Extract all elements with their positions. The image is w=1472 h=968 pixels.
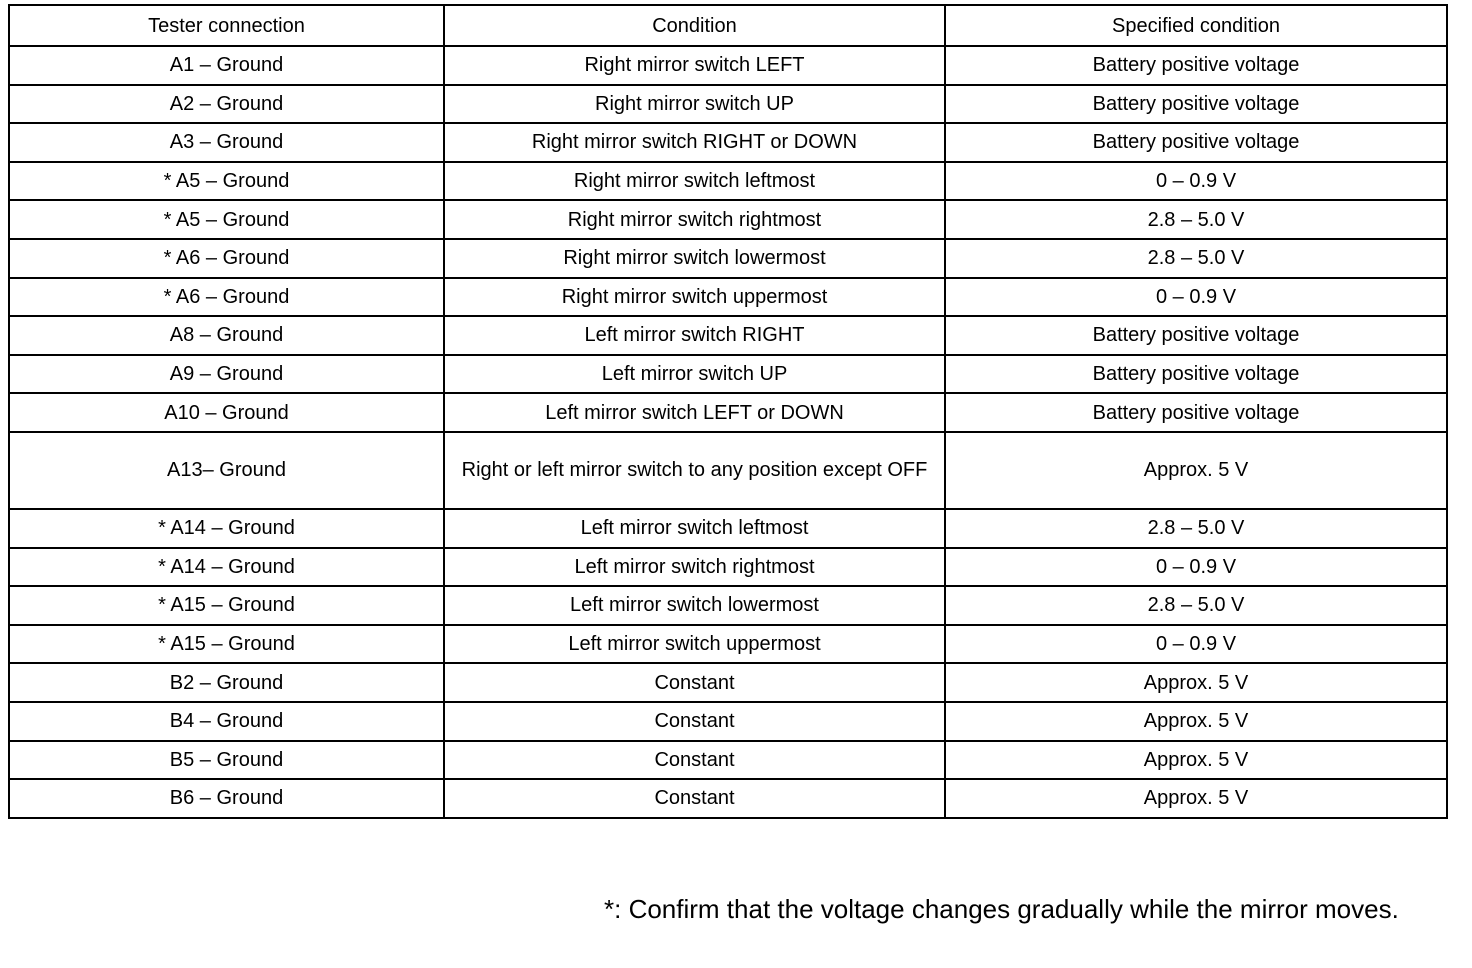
table-row: [9, 316, 1447, 355]
cell-specified-condition: Battery positive voltage: [945, 316, 1447, 355]
cell-tester-connection: * A14 – Ground: [9, 509, 444, 548]
cell-tester-connection: * A15 – Ground: [9, 586, 444, 625]
cell-specified-condition: Battery positive voltage: [945, 355, 1447, 394]
cell-tester-connection: * A5 – Ground: [9, 200, 444, 239]
cell-specified-condition: Approx. 5 V: [945, 741, 1447, 780]
cell-tester-connection: A8 – Ground: [9, 316, 444, 355]
cell-condition: Right mirror switch LEFT: [444, 46, 945, 85]
cell-condition: Left mirror switch rightmost: [444, 548, 945, 587]
cell-specified-condition: 0 – 0.9 V: [945, 162, 1447, 201]
cell-tester-connection: B5 – Ground: [9, 741, 444, 780]
table-row: [9, 123, 1447, 162]
header-tester-connection: Tester connection: [9, 5, 444, 46]
cell-tester-connection: * A15 – Ground: [9, 625, 444, 664]
cell-specified-condition: Battery positive voltage: [945, 85, 1447, 124]
cell-specified-condition: Battery positive voltage: [945, 123, 1447, 162]
table-row: [9, 85, 1447, 124]
cell-condition: Left mirror switch RIGHT: [444, 316, 945, 355]
cell-specified-condition: Battery positive voltage: [945, 393, 1447, 432]
cell-condition: Right mirror switch RIGHT or DOWN: [444, 123, 945, 162]
cell-specified-condition: Battery positive voltage: [945, 46, 1447, 85]
footnote: *: Confirm that the voltage changes gradually while the mirror moves.: [604, 894, 1399, 924]
table-row: [9, 162, 1447, 201]
cell-condition: Left mirror switch UP: [444, 355, 945, 394]
table-row: [9, 586, 1447, 625]
cell-tester-connection: A2 – Ground: [9, 85, 444, 124]
cell-tester-connection: A3 – Ground: [9, 123, 444, 162]
table-row: [9, 509, 1447, 548]
cell-specified-condition: 2.8 – 5.0 V: [945, 200, 1447, 239]
cell-tester-connection: A10 – Ground: [9, 393, 444, 432]
cell-tester-connection: * A6 – Ground: [9, 278, 444, 317]
cell-specified-condition: 0 – 0.9 V: [945, 278, 1447, 317]
cell-tester-connection: B6 – Ground: [9, 779, 444, 818]
cell-condition: Right mirror switch rightmost: [444, 200, 945, 239]
table-row: [9, 702, 1447, 741]
cell-condition: Left mirror switch uppermost: [444, 625, 945, 664]
cell-specified-condition: 2.8 – 5.0 V: [945, 239, 1447, 278]
cell-specified-condition: 2.8 – 5.0 V: [945, 509, 1447, 548]
cell-specified-condition: Approx. 5 V: [945, 432, 1447, 509]
table-header-row: [9, 5, 1447, 46]
table-row: [9, 46, 1447, 85]
cell-condition: Constant: [444, 741, 945, 780]
cell-specified-condition: Approx. 5 V: [945, 702, 1447, 741]
cell-condition: Constant: [444, 702, 945, 741]
cell-condition: Left mirror switch leftmost: [444, 509, 945, 548]
cell-condition: Right mirror switch UP: [444, 85, 945, 124]
cell-tester-connection: A1 – Ground: [9, 46, 444, 85]
table-row: [9, 200, 1447, 239]
table-row: [9, 278, 1447, 317]
cell-condition: Left mirror switch lowermost: [444, 586, 945, 625]
table-row: [9, 625, 1447, 664]
cell-condition: Right mirror switch leftmost: [444, 162, 945, 201]
cell-specified-condition: Approx. 5 V: [945, 663, 1447, 702]
cell-specified-condition: Approx. 5 V: [945, 779, 1447, 818]
table-row: [9, 741, 1447, 780]
table-body: [9, 46, 1447, 818]
header-specified-condition: Specified condition: [945, 5, 1447, 46]
cell-tester-connection: * A6 – Ground: [9, 239, 444, 278]
cell-specified-condition: 2.8 – 5.0 V: [945, 586, 1447, 625]
cell-tester-connection: A9 – Ground: [9, 355, 444, 394]
table-row: [9, 432, 1447, 509]
table-row: [9, 663, 1447, 702]
tester-connection-table: [8, 4, 1448, 819]
cell-tester-connection: A13– Ground: [9, 432, 444, 509]
cell-condition: Left mirror switch LEFT or DOWN: [444, 393, 945, 432]
cell-condition: Constant: [444, 663, 945, 702]
table-row: [9, 548, 1447, 587]
table-row: [9, 355, 1447, 394]
cell-condition: Right or left mirror switch to any position except OFF: [444, 432, 945, 509]
cell-tester-connection: B4 – Ground: [9, 702, 444, 741]
table-row: [9, 779, 1447, 818]
table-row: [9, 239, 1447, 278]
cell-condition: Right mirror switch uppermost: [444, 278, 945, 317]
header-condition: Condition: [444, 5, 945, 46]
cell-condition: Right mirror switch lowermost: [444, 239, 945, 278]
cell-tester-connection: * A14 – Ground: [9, 548, 444, 587]
cell-tester-connection: * A5 – Ground: [9, 162, 444, 201]
cell-specified-condition: 0 – 0.9 V: [945, 625, 1447, 664]
cell-condition: Constant: [444, 779, 945, 818]
cell-specified-condition: 0 – 0.9 V: [945, 548, 1447, 587]
table-row: [9, 393, 1447, 432]
cell-tester-connection: B2 – Ground: [9, 663, 444, 702]
